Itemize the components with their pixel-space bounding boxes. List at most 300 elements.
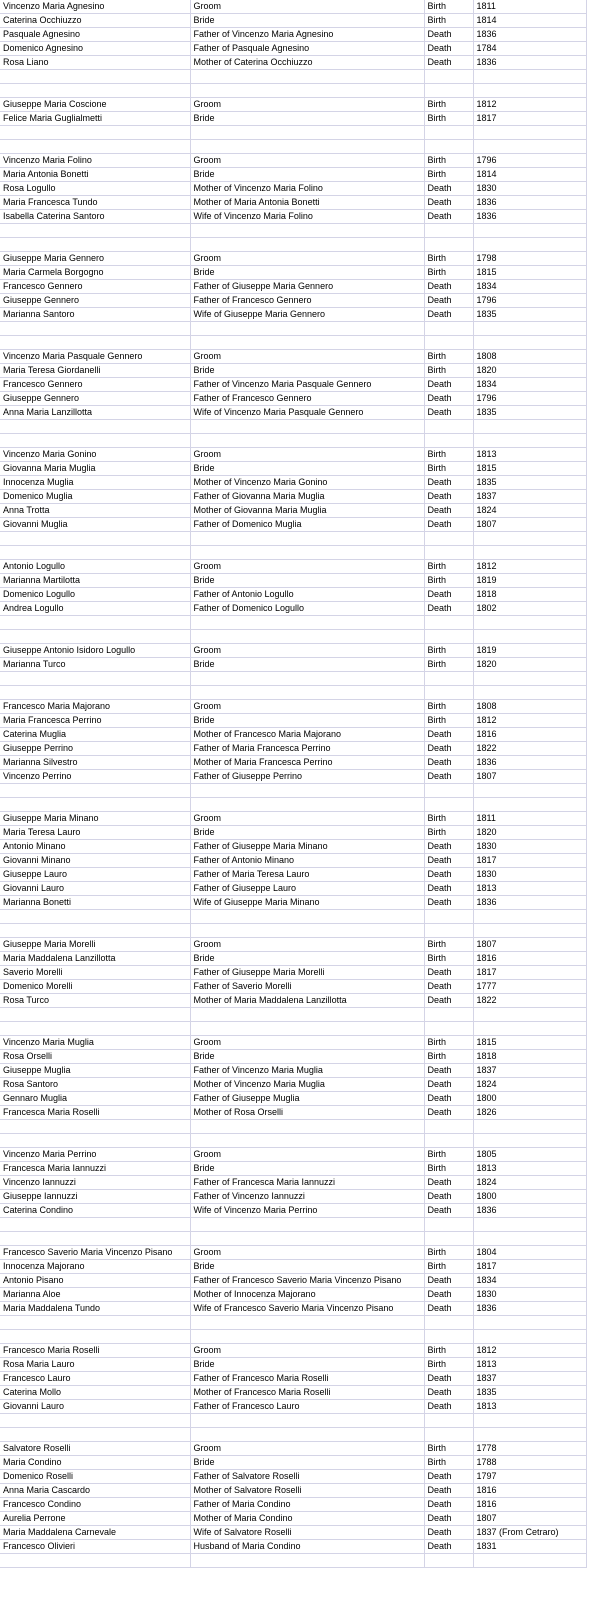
event-type-cell[interactable] [424, 238, 473, 252]
year-cell[interactable]: 1836 [473, 196, 586, 210]
year-cell[interactable]: 1812 [473, 1344, 586, 1358]
relation-cell[interactable]: Father of Antonio Minano [190, 854, 424, 868]
person-name-cell[interactable] [0, 1022, 190, 1036]
year-cell[interactable]: 1816 [473, 1498, 586, 1512]
person-name-cell[interactable] [0, 1232, 190, 1246]
relation-cell[interactable]: Groom [190, 938, 424, 952]
person-name-cell[interactable] [0, 546, 190, 560]
person-name-cell[interactable] [0, 238, 190, 252]
person-name-cell[interactable]: Anna Maria Lanzillotta [0, 406, 190, 420]
year-cell[interactable]: 1831 [473, 1540, 586, 1554]
person-name-cell[interactable]: Marianna Santoro [0, 308, 190, 322]
year-cell[interactable]: 1822 [473, 742, 586, 756]
relation-cell[interactable]: Father of Francesco Gennero [190, 392, 424, 406]
event-type-cell[interactable]: Death [424, 1372, 473, 1386]
year-cell[interactable]: 1812 [473, 98, 586, 112]
year-cell[interactable]: 1822 [473, 994, 586, 1008]
relation-cell[interactable] [190, 1232, 424, 1246]
person-name-cell[interactable]: Giovanna Maria Muglia [0, 462, 190, 476]
relation-cell[interactable]: Father of Giovanna Maria Muglia [190, 490, 424, 504]
year-cell[interactable] [473, 910, 586, 924]
event-type-cell[interactable]: Death [424, 854, 473, 868]
person-name-cell[interactable]: Francesco Condino [0, 1498, 190, 1512]
relation-cell[interactable]: Husband of Maria Condino [190, 1540, 424, 1554]
year-cell[interactable]: 1835 [473, 406, 586, 420]
event-type-cell[interactable]: Birth [424, 154, 473, 168]
relation-cell[interactable]: Mother of Maria Condino [190, 1512, 424, 1526]
person-name-cell[interactable]: Francesca Maria Iannuzzi [0, 1162, 190, 1176]
person-name-cell[interactable]: Caterina Mollo [0, 1386, 190, 1400]
event-type-cell[interactable]: Birth [424, 266, 473, 280]
event-type-cell[interactable] [424, 784, 473, 798]
relation-cell[interactable] [190, 84, 424, 98]
year-cell[interactable] [473, 322, 586, 336]
relation-cell[interactable]: Father of Vincenzo Maria Agnesino [190, 28, 424, 42]
person-name-cell[interactable]: Giuseppe Gennero [0, 392, 190, 406]
person-name-cell[interactable]: Aurelia Perrone [0, 1512, 190, 1526]
year-cell[interactable] [473, 1022, 586, 1036]
year-cell[interactable] [473, 140, 586, 154]
relation-cell[interactable]: Father of Francesca Maria Iannuzzi [190, 1176, 424, 1190]
year-cell[interactable] [473, 1218, 586, 1232]
year-cell[interactable]: 1816 [473, 952, 586, 966]
person-name-cell[interactable]: Francesco Saverio Maria Vincenzo Pisano [0, 1246, 190, 1260]
relation-cell[interactable]: Wife of Vincenzo Maria Perrino [190, 1204, 424, 1218]
person-name-cell[interactable]: Giuseppe Maria Coscione [0, 98, 190, 112]
relation-cell[interactable] [190, 1316, 424, 1330]
event-type-cell[interactable]: Birth [424, 462, 473, 476]
relation-cell[interactable]: Father of Domenico Muglia [190, 518, 424, 532]
person-name-cell[interactable]: Vincenzo Maria Perrino [0, 1148, 190, 1162]
person-name-cell[interactable] [0, 672, 190, 686]
year-cell[interactable]: 1835 [473, 1386, 586, 1400]
year-cell[interactable]: 1835 [473, 476, 586, 490]
year-cell[interactable] [473, 1232, 586, 1246]
event-type-cell[interactable]: Death [424, 602, 473, 616]
year-cell[interactable] [473, 630, 586, 644]
relation-cell[interactable] [190, 1022, 424, 1036]
year-cell[interactable]: 1796 [473, 294, 586, 308]
relation-cell[interactable]: Groom [190, 350, 424, 364]
relation-cell[interactable]: Wife of Francesco Saverio Maria Vincenzo Pisano [190, 1302, 424, 1316]
event-type-cell[interactable]: Death [424, 518, 473, 532]
relation-cell[interactable] [190, 1414, 424, 1428]
person-name-cell[interactable] [0, 910, 190, 924]
event-type-cell[interactable]: Birth [424, 1050, 473, 1064]
year-cell[interactable]: 1807 [473, 1512, 586, 1526]
year-cell[interactable] [473, 1120, 586, 1134]
person-name-cell[interactable] [0, 420, 190, 434]
person-name-cell[interactable] [0, 1428, 190, 1442]
relation-cell[interactable]: Mother of Maria Antonia Bonetti [190, 196, 424, 210]
person-name-cell[interactable] [0, 784, 190, 798]
year-cell[interactable]: 1800 [473, 1190, 586, 1204]
year-cell[interactable] [473, 224, 586, 238]
person-name-cell[interactable] [0, 126, 190, 140]
event-type-cell[interactable]: Death [424, 392, 473, 406]
relation-cell[interactable] [190, 1428, 424, 1442]
relation-cell[interactable]: Father of Vincenzo Maria Muglia [190, 1064, 424, 1078]
relation-cell[interactable]: Bride [190, 14, 424, 28]
relation-cell[interactable] [190, 434, 424, 448]
relation-cell[interactable]: Bride [190, 364, 424, 378]
event-type-cell[interactable]: Birth [424, 1148, 473, 1162]
relation-cell[interactable]: Mother of Francesco Maria Majorano [190, 728, 424, 742]
person-name-cell[interactable] [0, 1134, 190, 1148]
relation-cell[interactable]: Father of Salvatore Roselli [190, 1470, 424, 1484]
relation-cell[interactable] [190, 1134, 424, 1148]
person-name-cell[interactable]: Maria Carmela Borgogno [0, 266, 190, 280]
person-name-cell[interactable]: Francesco Maria Majorano [0, 700, 190, 714]
relation-cell[interactable]: Mother of Salvatore Roselli [190, 1484, 424, 1498]
relation-cell[interactable]: Father of Maria Francesca Perrino [190, 742, 424, 756]
person-name-cell[interactable]: Gennaro Muglia [0, 1092, 190, 1106]
relation-cell[interactable] [190, 1120, 424, 1134]
person-name-cell[interactable]: Francesco Lauro [0, 1372, 190, 1386]
event-type-cell[interactable]: Death [424, 1106, 473, 1120]
event-type-cell[interactable]: Death [424, 56, 473, 70]
person-name-cell[interactable] [0, 1316, 190, 1330]
person-name-cell[interactable]: Giuseppe Muglia [0, 1064, 190, 1078]
event-type-cell[interactable]: Death [424, 1470, 473, 1484]
person-name-cell[interactable]: Rosa Orselli [0, 1050, 190, 1064]
relation-cell[interactable]: Mother of Vincenzo Maria Folino [190, 182, 424, 196]
event-type-cell[interactable]: Birth [424, 14, 473, 28]
relation-cell[interactable]: Father of Maria Teresa Lauro [190, 868, 424, 882]
year-cell[interactable] [473, 546, 586, 560]
person-name-cell[interactable]: Giuseppe Maria Gennero [0, 252, 190, 266]
event-type-cell[interactable] [424, 322, 473, 336]
year-cell[interactable]: 1815 [473, 462, 586, 476]
event-type-cell[interactable]: Birth [424, 448, 473, 462]
year-cell[interactable]: 1814 [473, 168, 586, 182]
relation-cell[interactable]: Father of Antonio Logullo [190, 588, 424, 602]
event-type-cell[interactable]: Birth [424, 1162, 473, 1176]
event-type-cell[interactable]: Death [424, 966, 473, 980]
person-name-cell[interactable] [0, 140, 190, 154]
year-cell[interactable]: 1836 [473, 896, 586, 910]
year-cell[interactable]: 1814 [473, 14, 586, 28]
event-type-cell[interactable] [424, 616, 473, 630]
event-type-cell[interactable] [424, 910, 473, 924]
person-name-cell[interactable] [0, 1554, 190, 1568]
relation-cell[interactable]: Father of Giuseppe Lauro [190, 882, 424, 896]
relation-cell[interactable]: Mother of Rosa Orselli [190, 1106, 424, 1120]
person-name-cell[interactable] [0, 616, 190, 630]
person-name-cell[interactable]: Vincenzo Maria Agnesino [0, 0, 190, 14]
relation-cell[interactable] [190, 322, 424, 336]
person-name-cell[interactable] [0, 224, 190, 238]
person-name-cell[interactable]: Rosa Turco [0, 994, 190, 1008]
person-name-cell[interactable]: Marianna Silvestro [0, 756, 190, 770]
event-type-cell[interactable]: Death [424, 1064, 473, 1078]
event-type-cell[interactable]: Death [424, 1092, 473, 1106]
event-type-cell[interactable]: Birth [424, 168, 473, 182]
year-cell[interactable]: 1830 [473, 840, 586, 854]
year-cell[interactable]: 1800 [473, 1092, 586, 1106]
relation-cell[interactable]: Bride [190, 112, 424, 126]
event-type-cell[interactable]: Birth [424, 98, 473, 112]
event-type-cell[interactable]: Death [424, 210, 473, 224]
relation-cell[interactable]: Father of Maria Condino [190, 1498, 424, 1512]
year-cell[interactable]: 1805 [473, 1148, 586, 1162]
person-name-cell[interactable]: Marianna Aloe [0, 1288, 190, 1302]
event-type-cell[interactable]: Death [424, 742, 473, 756]
relation-cell[interactable]: Groom [190, 1344, 424, 1358]
person-name-cell[interactable]: Caterina Occhiuzzo [0, 14, 190, 28]
year-cell[interactable]: 1797 [473, 1470, 586, 1484]
event-type-cell[interactable]: Birth [424, 812, 473, 826]
event-type-cell[interactable]: Death [424, 840, 473, 854]
relation-cell[interactable] [190, 140, 424, 154]
event-type-cell[interactable] [424, 1218, 473, 1232]
year-cell[interactable]: 1826 [473, 1106, 586, 1120]
year-cell[interactable]: 1808 [473, 700, 586, 714]
year-cell[interactable]: 1834 [473, 378, 586, 392]
person-name-cell[interactable]: Marianna Bonetti [0, 896, 190, 910]
relation-cell[interactable]: Wife of Giuseppe Maria Minano [190, 896, 424, 910]
event-type-cell[interactable]: Birth [424, 938, 473, 952]
event-type-cell[interactable]: Death [424, 406, 473, 420]
event-type-cell[interactable] [424, 70, 473, 84]
year-cell[interactable]: 1813 [473, 882, 586, 896]
person-name-cell[interactable] [0, 1218, 190, 1232]
person-name-cell[interactable]: Antonio Logullo [0, 560, 190, 574]
person-name-cell[interactable] [0, 1120, 190, 1134]
year-cell[interactable]: 1837 (From Cetraro) [473, 1526, 586, 1540]
event-type-cell[interactable]: Death [424, 896, 473, 910]
relation-cell[interactable]: Bride [190, 1358, 424, 1372]
relation-cell[interactable]: Father of Giuseppe Maria Minano [190, 840, 424, 854]
year-cell[interactable]: 1808 [473, 350, 586, 364]
person-name-cell[interactable]: Maria Francesca Tundo [0, 196, 190, 210]
year-cell[interactable]: 1820 [473, 364, 586, 378]
person-name-cell[interactable]: Maria Teresa Giordanelli [0, 364, 190, 378]
relation-cell[interactable] [190, 126, 424, 140]
relation-cell[interactable]: Father of Francesco Maria Roselli [190, 1372, 424, 1386]
event-type-cell[interactable] [424, 126, 473, 140]
event-type-cell[interactable]: Death [424, 1288, 473, 1302]
year-cell[interactable] [473, 420, 586, 434]
event-type-cell[interactable]: Death [424, 868, 473, 882]
person-name-cell[interactable]: Innocenza Muglia [0, 476, 190, 490]
year-cell[interactable]: 1837 [473, 1372, 586, 1386]
event-type-cell[interactable]: Birth [424, 112, 473, 126]
person-name-cell[interactable]: Francesco Gennero [0, 280, 190, 294]
person-name-cell[interactable]: Maria Maddalena Tundo [0, 1302, 190, 1316]
person-name-cell[interactable] [0, 434, 190, 448]
relation-cell[interactable]: Wife of Giuseppe Maria Gennero [190, 308, 424, 322]
relation-cell[interactable]: Bride [190, 462, 424, 476]
relation-cell[interactable]: Groom [190, 1036, 424, 1050]
year-cell[interactable]: 1796 [473, 392, 586, 406]
event-type-cell[interactable] [424, 924, 473, 938]
year-cell[interactable]: 1804 [473, 1246, 586, 1260]
year-cell[interactable]: 1811 [473, 0, 586, 14]
relation-cell[interactable]: Mother of Giovanna Maria Muglia [190, 504, 424, 518]
year-cell[interactable] [473, 434, 586, 448]
relation-cell[interactable]: Bride [190, 1456, 424, 1470]
person-name-cell[interactable]: Marianna Martilotta [0, 574, 190, 588]
relation-cell[interactable] [190, 1008, 424, 1022]
person-name-cell[interactable] [0, 84, 190, 98]
year-cell[interactable] [473, 616, 586, 630]
person-name-cell[interactable]: Maria Maddalena Carnevale [0, 1526, 190, 1540]
event-type-cell[interactable] [424, 672, 473, 686]
relation-cell[interactable] [190, 616, 424, 630]
event-type-cell[interactable]: Death [424, 28, 473, 42]
year-cell[interactable] [473, 1428, 586, 1442]
relation-cell[interactable]: Mother of Innocenza Majorano [190, 1288, 424, 1302]
person-name-cell[interactable]: Giuseppe Lauro [0, 868, 190, 882]
event-type-cell[interactable]: Death [424, 476, 473, 490]
person-name-cell[interactable]: Maria Teresa Lauro [0, 826, 190, 840]
event-type-cell[interactable]: Death [424, 994, 473, 1008]
event-type-cell[interactable]: Death [424, 1386, 473, 1400]
event-type-cell[interactable]: Birth [424, 560, 473, 574]
relation-cell[interactable] [190, 672, 424, 686]
year-cell[interactable]: 1816 [473, 1484, 586, 1498]
year-cell[interactable]: 1835 [473, 308, 586, 322]
event-type-cell[interactable]: Death [424, 980, 473, 994]
event-type-cell[interactable]: Birth [424, 364, 473, 378]
event-type-cell[interactable]: Birth [424, 1344, 473, 1358]
year-cell[interactable]: 1817 [473, 854, 586, 868]
event-type-cell[interactable]: Birth [424, 0, 473, 14]
relation-cell[interactable]: Mother of Caterina Occhiuzzo [190, 56, 424, 70]
year-cell[interactable]: 1819 [473, 644, 586, 658]
person-name-cell[interactable]: Innocenza Majorano [0, 1260, 190, 1274]
relation-cell[interactable]: Father of Saverio Morelli [190, 980, 424, 994]
year-cell[interactable] [473, 1134, 586, 1148]
relation-cell[interactable] [190, 784, 424, 798]
year-cell[interactable] [473, 336, 586, 350]
relation-cell[interactable]: Father of Pasquale Agnesino [190, 42, 424, 56]
person-name-cell[interactable]: Pasquale Agnesino [0, 28, 190, 42]
relation-cell[interactable] [190, 1554, 424, 1568]
relation-cell[interactable]: Father of Giuseppe Perrino [190, 770, 424, 784]
event-type-cell[interactable]: Death [424, 756, 473, 770]
relation-cell[interactable]: Father of Domenico Logullo [190, 602, 424, 616]
relation-cell[interactable]: Father of Giuseppe Maria Gennero [190, 280, 424, 294]
relation-cell[interactable]: Bride [190, 1162, 424, 1176]
relation-cell[interactable] [190, 924, 424, 938]
person-name-cell[interactable]: Maria Condino [0, 1456, 190, 1470]
year-cell[interactable] [473, 238, 586, 252]
person-name-cell[interactable]: Caterina Muglia [0, 728, 190, 742]
year-cell[interactable]: 1798 [473, 252, 586, 266]
person-name-cell[interactable] [0, 336, 190, 350]
relation-cell[interactable]: Father of Giuseppe Muglia [190, 1092, 424, 1106]
event-type-cell[interactable]: Death [424, 490, 473, 504]
person-name-cell[interactable]: Maria Maddalena Lanzillotta [0, 952, 190, 966]
person-name-cell[interactable] [0, 924, 190, 938]
person-name-cell[interactable]: Giuseppe Gennero [0, 294, 190, 308]
relation-cell[interactable]: Father of Francesco Gennero [190, 294, 424, 308]
event-type-cell[interactable] [424, 1120, 473, 1134]
person-name-cell[interactable]: Giovanni Muglia [0, 518, 190, 532]
person-name-cell[interactable]: Maria Francesca Perrino [0, 714, 190, 728]
relation-cell[interactable] [190, 420, 424, 434]
event-type-cell[interactable]: Birth [424, 1260, 473, 1274]
event-type-cell[interactable] [424, 1022, 473, 1036]
relation-cell[interactable] [190, 630, 424, 644]
event-type-cell[interactable]: Death [424, 1078, 473, 1092]
relation-cell[interactable]: Mother of Maria Maddalena Lanzillotta [190, 994, 424, 1008]
relation-cell[interactable] [190, 686, 424, 700]
relation-cell[interactable]: Wife of Vincenzo Maria Pasquale Gennero [190, 406, 424, 420]
person-name-cell[interactable]: Antonio Minano [0, 840, 190, 854]
year-cell[interactable]: 1813 [473, 448, 586, 462]
year-cell[interactable]: 1837 [473, 1064, 586, 1078]
event-type-cell[interactable] [424, 420, 473, 434]
event-type-cell[interactable] [424, 1330, 473, 1344]
event-type-cell[interactable]: Birth [424, 1358, 473, 1372]
relation-cell[interactable] [190, 238, 424, 252]
event-type-cell[interactable]: Death [424, 294, 473, 308]
person-name-cell[interactable]: Maria Antonia Bonetti [0, 168, 190, 182]
year-cell[interactable]: 1837 [473, 490, 586, 504]
event-type-cell[interactable]: Birth [424, 1442, 473, 1456]
person-name-cell[interactable]: Giovanni Lauro [0, 1400, 190, 1414]
year-cell[interactable] [473, 70, 586, 84]
person-name-cell[interactable]: Francesco Gennero [0, 378, 190, 392]
year-cell[interactable]: 1819 [473, 574, 586, 588]
event-type-cell[interactable]: Death [424, 1400, 473, 1414]
relation-cell[interactable]: Groom [190, 448, 424, 462]
person-name-cell[interactable]: Domenico Logullo [0, 588, 190, 602]
event-type-cell[interactable] [424, 1316, 473, 1330]
event-type-cell[interactable]: Death [424, 1204, 473, 1218]
year-cell[interactable]: 1807 [473, 770, 586, 784]
person-name-cell[interactable] [0, 686, 190, 700]
year-cell[interactable] [473, 1554, 586, 1568]
event-type-cell[interactable] [424, 532, 473, 546]
event-type-cell[interactable] [424, 1008, 473, 1022]
person-name-cell[interactable]: Vincenzo Iannuzzi [0, 1176, 190, 1190]
event-type-cell[interactable]: Birth [424, 714, 473, 728]
year-cell[interactable]: 1817 [473, 966, 586, 980]
event-type-cell[interactable]: Birth [424, 1456, 473, 1470]
person-name-cell[interactable]: Vincenzo Maria Muglia [0, 1036, 190, 1050]
person-name-cell[interactable]: Antonio Pisano [0, 1274, 190, 1288]
event-type-cell[interactable] [424, 1232, 473, 1246]
relation-cell[interactable] [190, 336, 424, 350]
year-cell[interactable]: 1830 [473, 182, 586, 196]
event-type-cell[interactable]: Birth [424, 574, 473, 588]
relation-cell[interactable]: Bride [190, 1260, 424, 1274]
person-name-cell[interactable]: Giovanni Minano [0, 854, 190, 868]
year-cell[interactable] [473, 1414, 586, 1428]
person-name-cell[interactable] [0, 70, 190, 84]
relation-cell[interactable]: Bride [190, 1050, 424, 1064]
relation-cell[interactable]: Groom [190, 560, 424, 574]
year-cell[interactable]: 1824 [473, 504, 586, 518]
person-name-cell[interactable]: Saverio Morelli [0, 966, 190, 980]
year-cell[interactable] [473, 798, 586, 812]
relation-cell[interactable] [190, 70, 424, 84]
person-name-cell[interactable]: Vincenzo Maria Gonino [0, 448, 190, 462]
relation-cell[interactable]: Groom [190, 812, 424, 826]
person-name-cell[interactable]: Isabella Caterina Santoro [0, 210, 190, 224]
event-type-cell[interactable]: Death [424, 728, 473, 742]
relation-cell[interactable]: Father of Vincenzo Iannuzzi [190, 1190, 424, 1204]
relation-cell[interactable]: Wife of Salvatore Roselli [190, 1526, 424, 1540]
relation-cell[interactable]: Groom [190, 1148, 424, 1162]
event-type-cell[interactable]: Birth [424, 826, 473, 840]
year-cell[interactable]: 1807 [473, 938, 586, 952]
year-cell[interactable]: 1815 [473, 1036, 586, 1050]
